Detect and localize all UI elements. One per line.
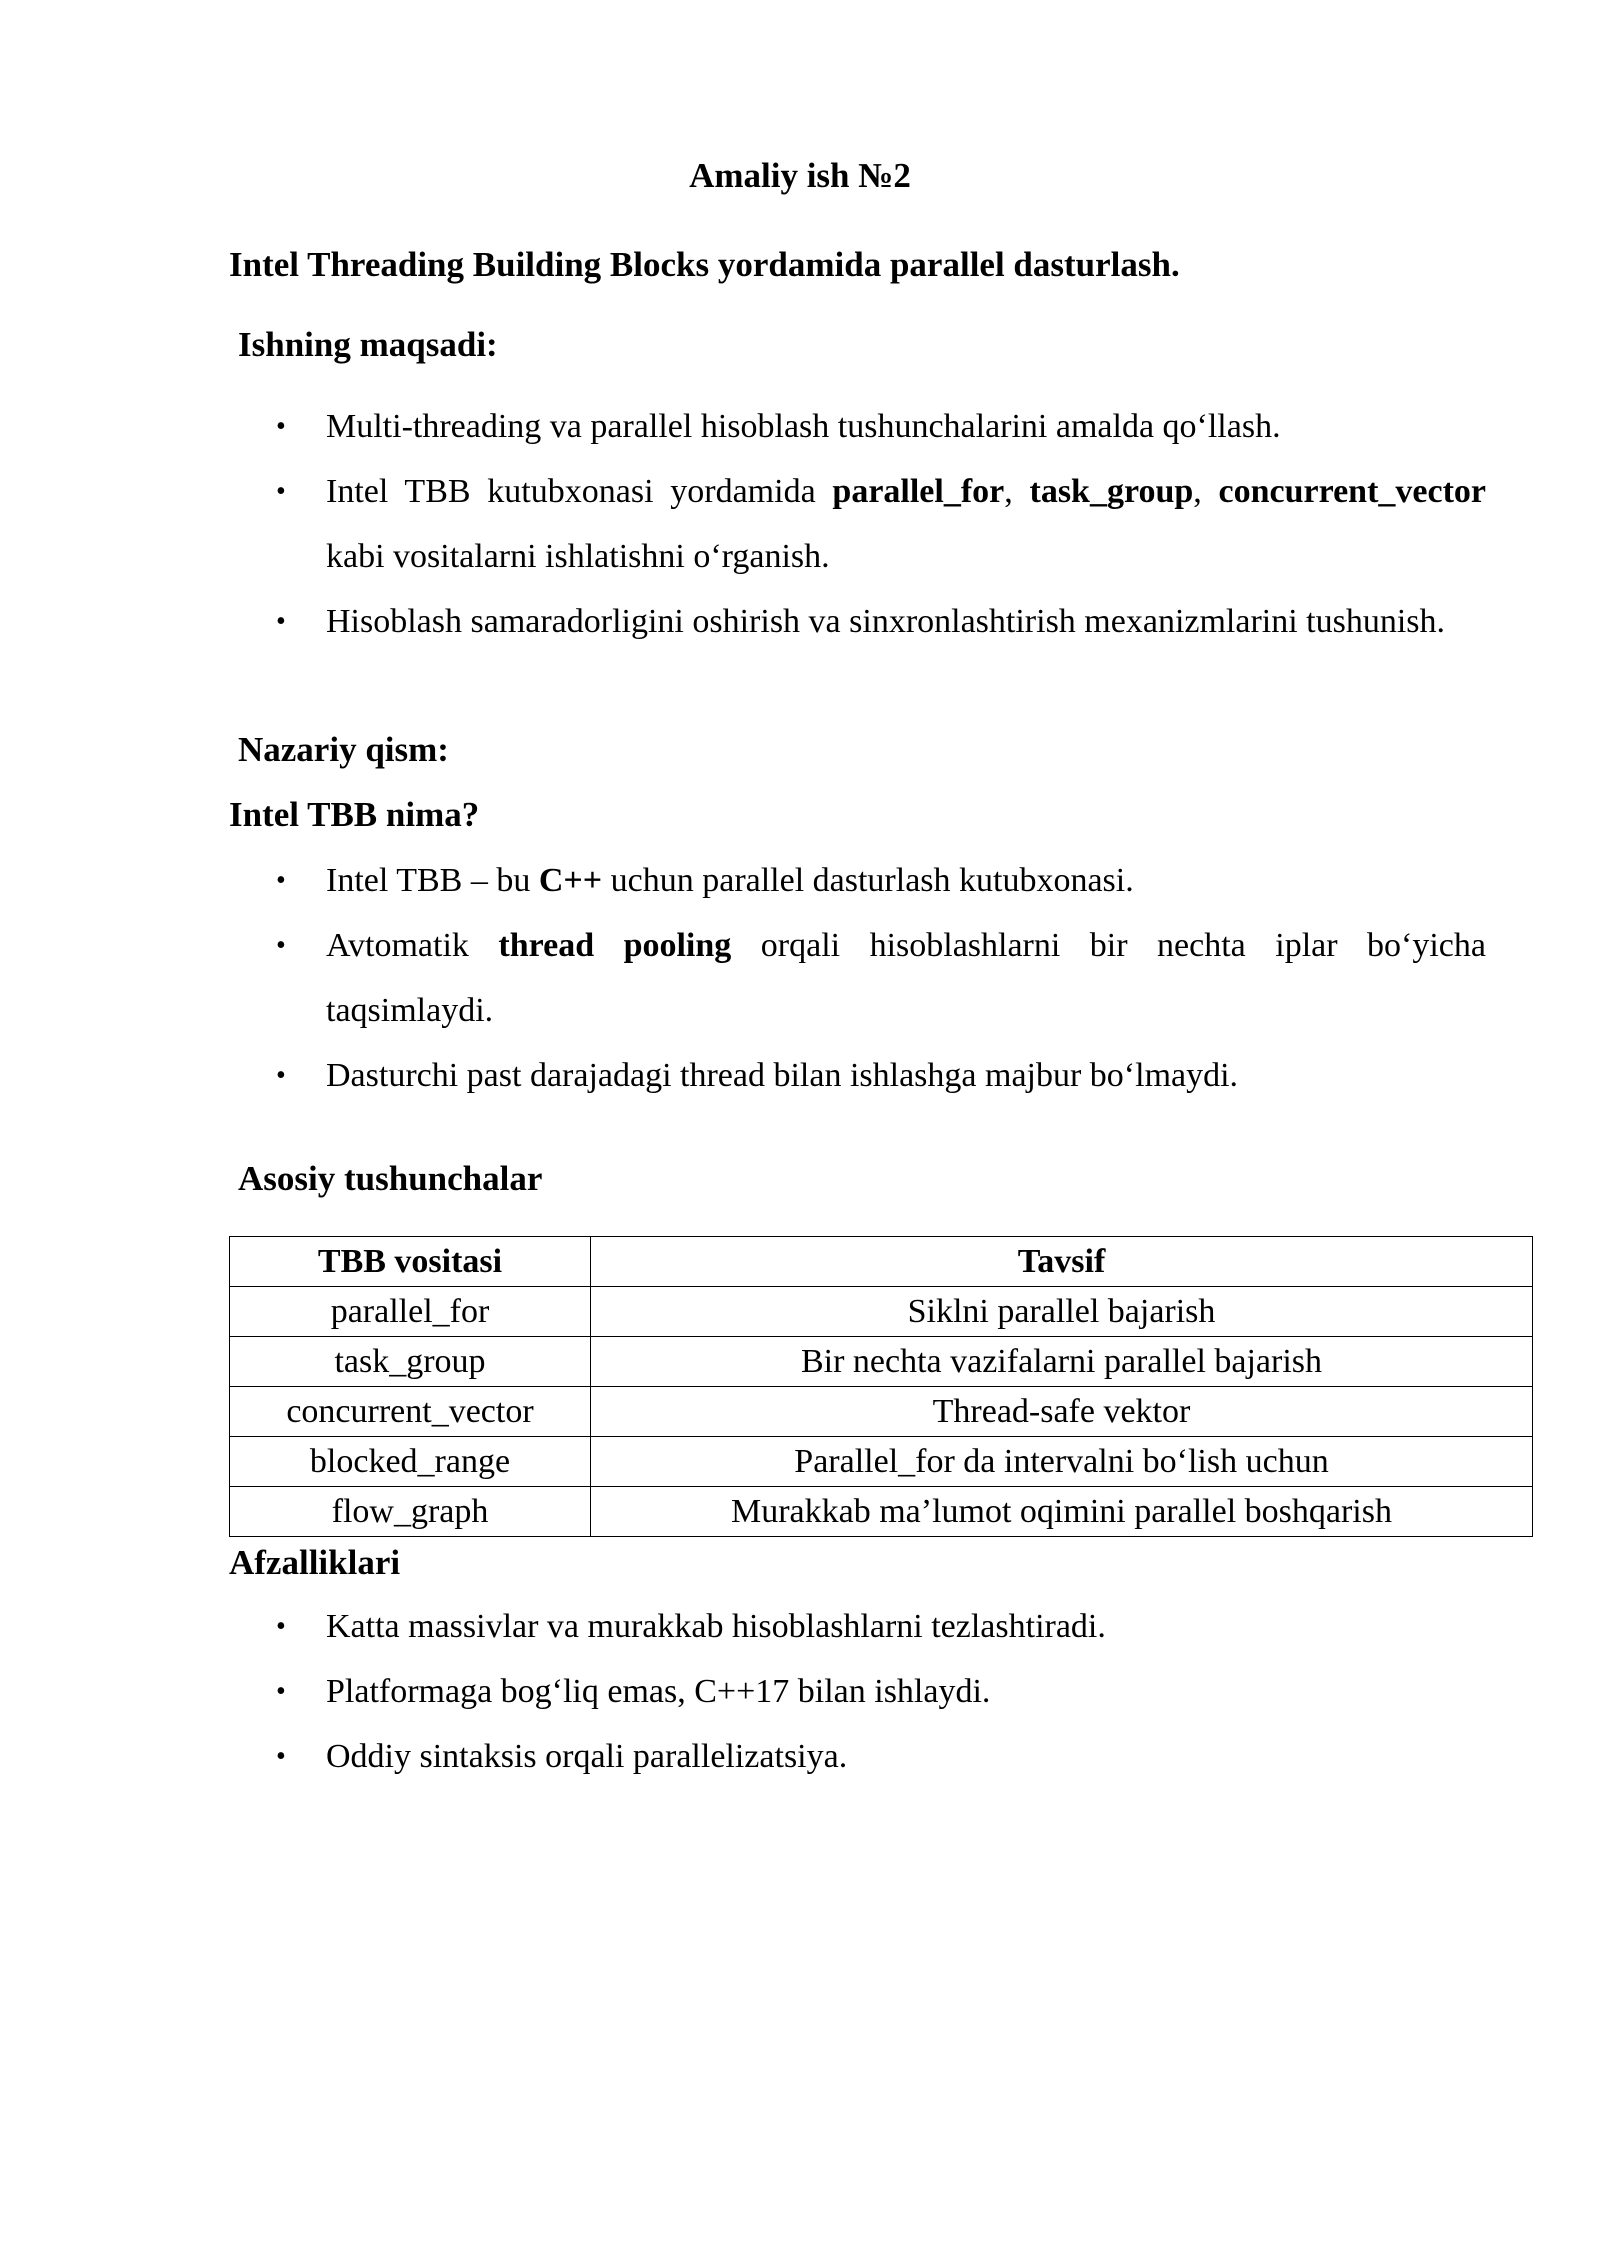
list-item <box>276 1724 1486 1789</box>
list-item <box>276 913 1486 1043</box>
table-cell-description: Thread-safe vektor <box>591 1387 1533 1437</box>
bullet: • <box>276 1741 286 1772</box>
goal-heading: Ishning maqsadi: <box>238 325 498 364</box>
theory-item-text: orqali hisoblashlarni bir nechta iplar bo‘yicha taqsimlaydi. <box>326 927 1486 1029</box>
theory-item-text: Intel TBB – bu <box>326 862 539 899</box>
list-item <box>276 394 1486 459</box>
table-header-row <box>230 1237 1533 1287</box>
table-cell-description: Siklni parallel bajarish <box>591 1287 1533 1337</box>
table-cell-tool: blocked_range <box>230 1437 591 1487</box>
advantages-list <box>276 1594 1486 1789</box>
goal-list <box>276 394 1486 654</box>
list-item <box>276 1043 1486 1108</box>
document-title: Amaliy ish №2 <box>689 156 911 195</box>
goal-item-text: Hisoblash samaradorligini oshirish va sinxronlashtirish mexanizmlarini tushunish. <box>326 603 1446 640</box>
table-cell-tool: task_group <box>230 1337 591 1387</box>
advantage-item-text: Platformaga bog‘liq emas, C++17 bilan ishlaydi. <box>326 1673 991 1710</box>
list-item <box>276 1659 1486 1724</box>
tbb-tools-table <box>229 1236 1533 1537</box>
table-cell-tool: flow_graph <box>230 1487 591 1537</box>
term-task-group: task_group <box>1029 473 1194 510</box>
theory-item-text: Dasturchi past darajadagi thread bilan ishlashga majbur bo‘lmaydi. <box>326 1057 1239 1094</box>
list-item <box>276 1594 1486 1659</box>
separator: , <box>1193 473 1219 510</box>
table-cell-tool: parallel_for <box>230 1287 591 1337</box>
table-cell-description: Parallel_for da intervalni bo‘lish uchun <box>591 1437 1533 1487</box>
term-cpp: C++ <box>538 862 603 899</box>
goal-item-text: kabi vositalarni ishlatishni o‘rganish. <box>326 538 830 575</box>
bullet: • <box>276 865 286 896</box>
advantage-item-text: Oddiy sintaksis orqali parallelizatsiya. <box>326 1738 848 1775</box>
term-concurrent-vector: concurrent_vector <box>1218 473 1486 510</box>
list-item <box>276 848 1486 913</box>
table-row <box>230 1387 1533 1437</box>
bullet: • <box>276 1060 286 1091</box>
document-subtitle: Intel Threading Building Blocks yordamida parallel dasturlash. <box>229 245 1180 284</box>
term-parallel-for: parallel_for <box>832 473 1005 510</box>
goal-item-text: Intel TBB kutubxonasi yordamida <box>326 473 833 510</box>
table-cell-description: Bir nechta vazifalarni parallel bajarish <box>591 1337 1533 1387</box>
table-row <box>230 1287 1533 1337</box>
table-cell-description: Murakkab ma’lumot oqimini parallel boshqarish <box>591 1487 1533 1537</box>
list-item <box>276 589 1486 654</box>
theory-heading: Nazariy qism: <box>238 730 449 769</box>
term-thread-pooling: thread pooling <box>498 927 732 964</box>
list-item <box>276 459 1486 589</box>
table-row <box>230 1487 1533 1537</box>
theory-item-text: Avtomatik <box>326 927 499 964</box>
bullet: • <box>276 930 286 961</box>
table-cell-tool: concurrent_vector <box>230 1387 591 1437</box>
table-row <box>230 1437 1533 1487</box>
theory-item-text: uchun parallel dasturlash kutubxonasi. <box>602 862 1134 899</box>
bullet: • <box>276 476 286 507</box>
bullet: • <box>276 411 286 442</box>
goal-item-text: Multi-threading va parallel hisoblash tushunchalarini amalda qo‘llash. <box>326 408 1281 445</box>
column-header-tool: TBB vositasi <box>230 1237 591 1287</box>
bullet: • <box>276 1676 286 1707</box>
bullet: • <box>276 606 286 637</box>
table-row <box>230 1337 1533 1387</box>
bullet: • <box>276 1611 286 1642</box>
separator: , <box>1004 473 1030 510</box>
theory-list <box>276 848 1486 1108</box>
column-header-description: Tavsif <box>591 1237 1533 1287</box>
theory-subheading: Intel TBB nima? <box>229 795 480 834</box>
advantages-heading: Afzalliklari <box>229 1543 401 1582</box>
concepts-heading: Asosiy tushunchalar <box>238 1159 543 1198</box>
advantage-item-text: Katta massivlar va murakkab hisoblashlarni tezlashtiradi. <box>326 1608 1106 1645</box>
